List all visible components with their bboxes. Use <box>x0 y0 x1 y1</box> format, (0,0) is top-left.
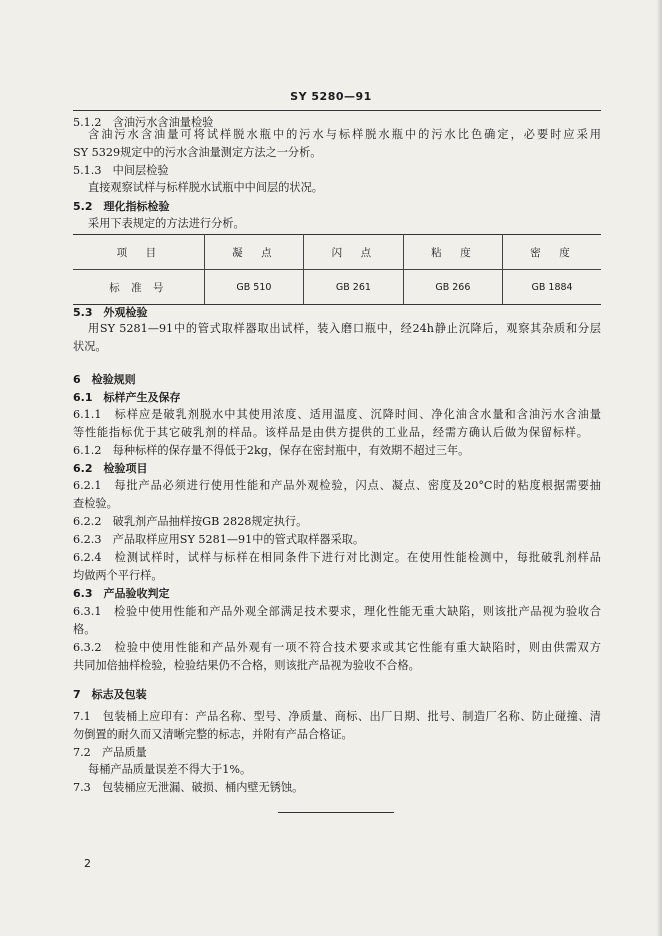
table-header-row <box>73 235 601 270</box>
table-header-cell: 项 目 <box>73 235 204 270</box>
section-5-3-body-line2: 状况。 <box>73 340 107 353</box>
section-7-2-body: 每桶产品质量误差不得大于1%。 <box>88 763 252 776</box>
table-row <box>73 270 601 305</box>
section-6-3-title: 6.3 产品验收判定 <box>73 587 170 600</box>
section-5-3-title: 5.3 外观检验 <box>73 306 148 319</box>
section-6-3-2-line1: 6.3.2 检验中使用性能和产品外观有一项不符合技术要求或其它性能有重大缺陷时，则由供需双方 <box>73 641 601 654</box>
table-cell: GB 1884 <box>503 270 601 305</box>
section-6-3-1-line2: 格。 <box>73 623 96 636</box>
section-6-3-1-line1: 6.3.1 检验中使用性能和产品外观全部满足技术要求，理化性能无重大缺陷，则该批产品视为验收合 <box>73 605 601 618</box>
section-6-title: 6 检验规则 <box>73 373 136 386</box>
section-5-1-3-title: 5.1.3 中间层检验 <box>73 164 169 177</box>
section-7-2-title: 7.2 产品质量 <box>73 746 147 759</box>
end-rule <box>278 812 394 813</box>
table-header-cell: 凝 点 <box>204 235 303 270</box>
page-header: SY 5280—91 <box>290 90 372 103</box>
table-cell: GB 510 <box>204 270 303 305</box>
section-6-1-1-line1: 6.1.1 标样应是破乳剂脱水中其使用浓度、适用温度、沉降时间、净化油含水量和含油污水含油量 <box>73 408 601 421</box>
section-6-1-1-line2: 等性能指标优于其它破乳剂的样品。该样品是由供方提供的工业品，经需方确认后做为保留标样。 <box>73 426 588 439</box>
section-5-2-body: 采用下表规定的方法进行分析。 <box>88 217 245 230</box>
test-methods-table <box>73 234 601 305</box>
table-header-cell: 粘 度 <box>403 235 502 270</box>
section-5-1-2-title: 5.1.2 含油污水含油量检验 <box>73 116 214 129</box>
section-5-1-3-body: 直接观察试样与标样脱水试瓶中中间层的状况。 <box>88 181 323 194</box>
section-6-2-2: 6.2.2 破乳剂产品抽样按GB 2828规定执行。 <box>73 515 308 528</box>
section-7-3: 7.3 包装桶应无泄漏、破损、桶内壁无锈蚀。 <box>73 781 304 794</box>
section-5-1-2-body-line1: 含油污水含油量可将试样脱水瓶中的污水与标样脱水瓶中的污水比色确定，必要时应采用 <box>88 128 601 141</box>
section-5-2-title: 5.2 理化指标检验 <box>73 200 170 213</box>
section-7-title: 7 标志及包装 <box>73 688 147 701</box>
section-6-2-4-line1: 6.2.4 检测试样时，试样与标样在相同条件下进行对比测定。在使用性能检测中，每批破乳剂样品 <box>73 551 601 564</box>
section-7-1-line2: 勿倒置的耐久而又清晰完整的标志，并附有产品合格证。 <box>73 728 353 741</box>
table-header-cell: 闪 点 <box>304 235 403 270</box>
section-6-2-title: 6.2 检验项目 <box>73 462 148 475</box>
section-6-2-1-line2: 查检验。 <box>73 497 118 510</box>
section-6-2-3: 6.2.3 产品取样应用SY 5281—91中的管式取样器采取。 <box>73 533 365 546</box>
section-6-2-4-line2: 均做两个平行样。 <box>73 569 163 582</box>
header-rule <box>73 110 601 111</box>
section-6-1-2: 6.1.2 每种标样的保存量不得低于2kg，保存在密封瓶中，有效期不超过三年。 <box>73 444 470 457</box>
section-5-1-2-body-line2: SY 5329规定中的污水含油量测定方法之一分析。 <box>73 146 322 159</box>
table-header-cell: 密 度 <box>503 235 601 270</box>
section-5-3-body-line1: 用SY 5281—91中的管式取样器取出试样，装入磨口瓶中，经24h静止沉降后，观察其杂质和分层 <box>88 322 601 335</box>
section-6-1-title: 6.1 标样产生及保存 <box>73 391 181 404</box>
table-cell: 标 准 号 <box>73 270 204 305</box>
section-6-3-2-line2: 共同加倍抽样检验，检验结果仍不合格，则该批产品视为验收不合格。 <box>73 659 420 672</box>
section-7-1-line1: 7.1 包装桶上应印有：产品名称、型号、净质量、商标、出厂日期、批号、制造厂名称、防止碰撞、清 <box>73 710 601 723</box>
section-6-2-1-line1: 6.2.1 每批产品必须进行使用性能和产品外观检验，闪点、凝点、密度及20°C时的粘度根据需要抽 <box>73 479 601 492</box>
table-cell: GB 261 <box>304 270 403 305</box>
page-edge-shadow <box>656 0 662 936</box>
table-cell: GB 266 <box>403 270 502 305</box>
page-number: 2 <box>84 857 91 870</box>
